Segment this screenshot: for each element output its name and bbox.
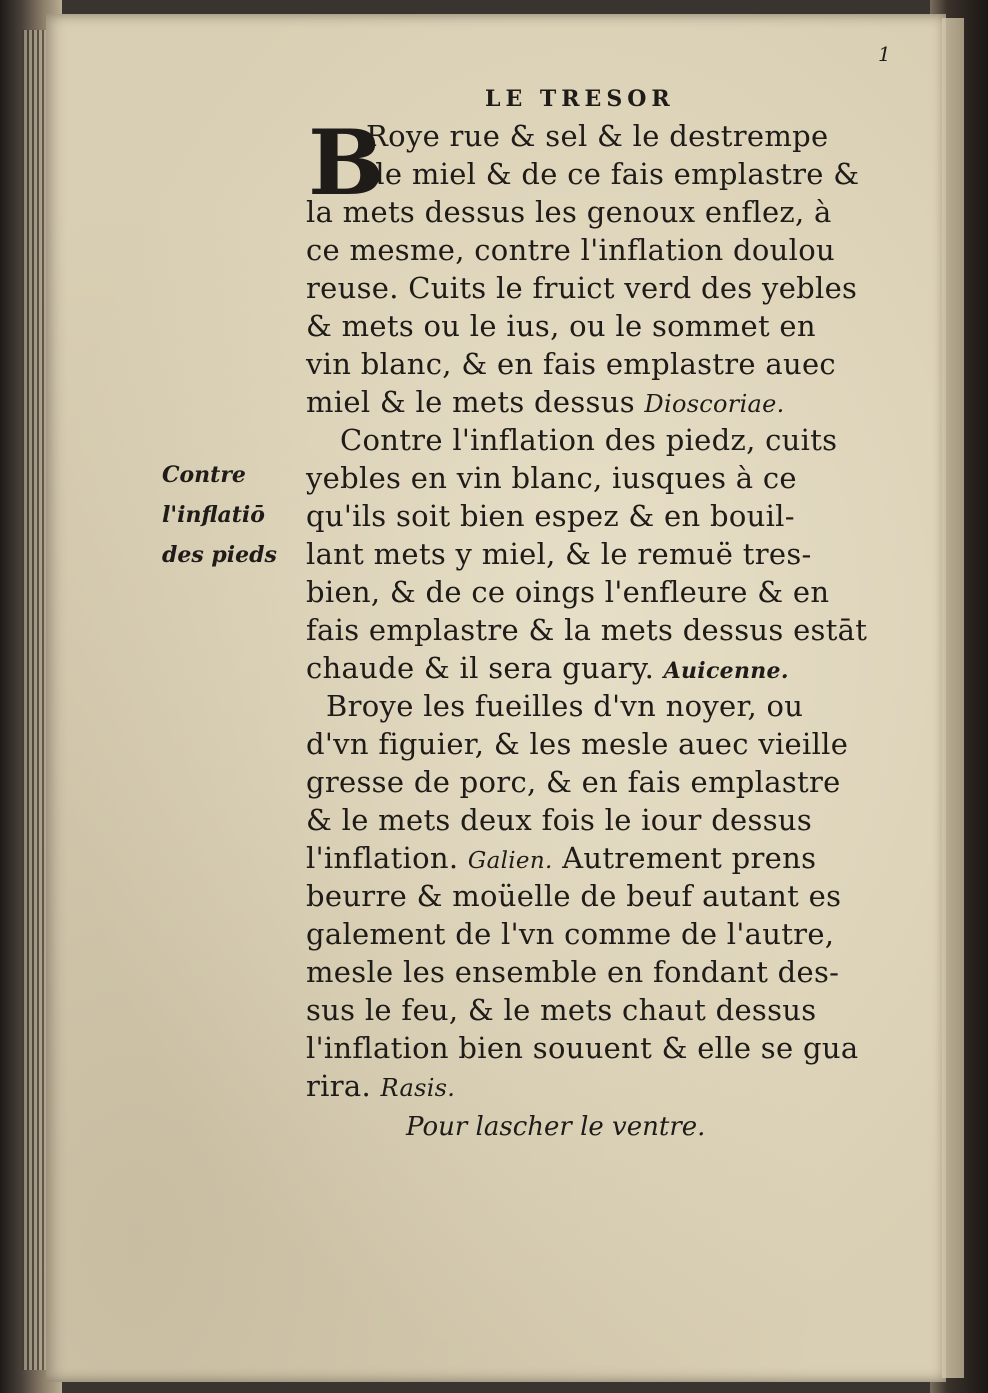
citation: Auicenne. <box>663 658 789 684</box>
text-line: & le mets deux fois le iour dessus <box>306 803 813 837</box>
text-line <box>306 651 789 685</box>
text-line: ce mesme, contre l'inflation doulou <box>306 233 835 267</box>
citation: Galien. <box>467 848 553 874</box>
text-line: bien, & de ce oings l'enfleure & en <box>306 575 830 609</box>
text-fragment: rira. <box>306 1069 372 1103</box>
margin-note-line: l'inflatiō <box>162 502 265 528</box>
text-line: Broye les fueilles d'vn noyer, ou <box>326 689 804 723</box>
running-header: LE TRESOR <box>485 86 675 112</box>
text-fragment: Autrement prens <box>562 841 817 875</box>
text-line: l'inflation bien souuent & elle se gua <box>306 1031 859 1065</box>
text-line: beurre & moüelle de beuf autant es <box>306 879 842 913</box>
text-line: mesle les ensemble en fondant des- <box>306 955 840 989</box>
citation: Rasis. <box>380 1074 456 1102</box>
catchword: Pour lascher le ventre. <box>406 1112 706 1142</box>
drop-capital: B <box>308 110 385 216</box>
text-line: Roye rue & sel & le destrempe <box>366 119 829 153</box>
text-line: la mets dessus les genoux enflez, à <box>306 195 832 229</box>
text-line: vin blanc, & en fais emplastre auec <box>306 347 836 381</box>
text-line: gresse de porc, & en fais emplastre <box>306 765 841 799</box>
text-line: sus le feu, & le mets chaut dessus <box>306 993 817 1027</box>
text-line: d'vn figuier, & les mesle auec vieille <box>306 727 849 761</box>
citation: Dioscoriae. <box>644 390 785 418</box>
text-line: yebles en vin blanc, iusques à ce <box>306 461 797 495</box>
text-line: Contre l'inflation des piedz, cuits <box>340 423 838 457</box>
text-line: reuse. Cuits le fruict verd des yebles <box>306 271 858 305</box>
folio-number: 1 <box>878 42 891 66</box>
text-line: de miel & de ce fais emplastre & <box>366 157 860 191</box>
text-line <box>306 1069 456 1103</box>
margin-note-line: Contre <box>162 462 246 488</box>
text-line: & mets ou le ius, ou le sommet en <box>306 309 816 343</box>
text-line: qu'ils soit bien espez & en bouil- <box>306 499 795 533</box>
text-line <box>306 841 817 875</box>
text-fragment: l'inflation. <box>306 841 459 875</box>
text-line: fais emplastre & la mets dessus estāt <box>306 613 868 647</box>
text-fragment: chaude & il sera guary. <box>306 651 655 685</box>
text-line <box>306 385 785 419</box>
text-line: lant mets y miel, & le remuë tres- <box>306 537 812 571</box>
margin-note-line: des pieds <box>162 542 277 568</box>
text-line: galement de l'vn comme de l'autre, <box>306 917 835 951</box>
text-fragment: miel & le mets dessus <box>306 385 635 419</box>
